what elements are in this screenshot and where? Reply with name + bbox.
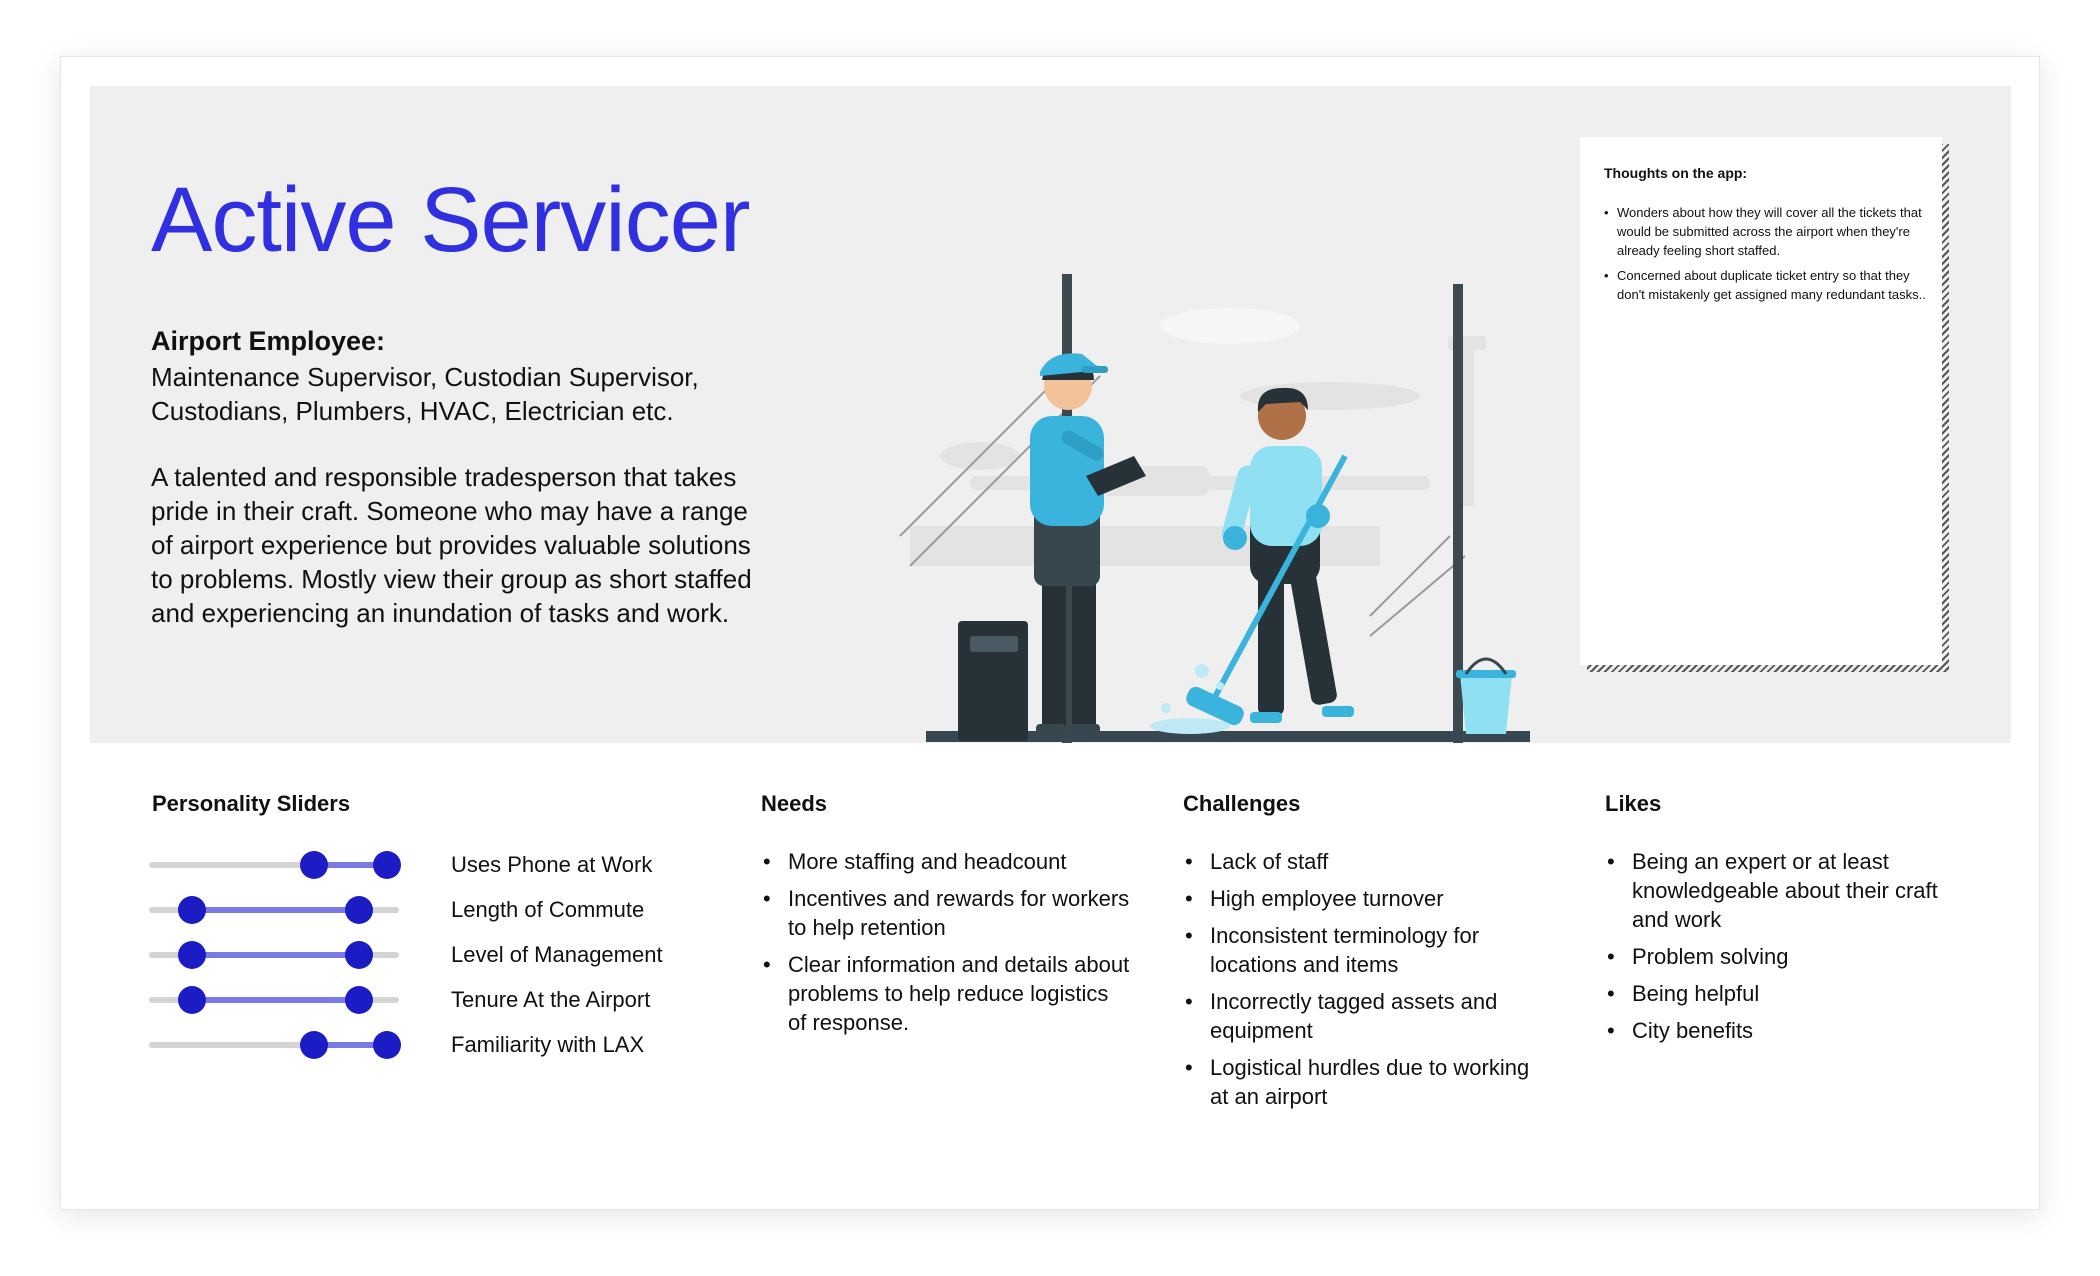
list-item: • Inconsistent terminology for locations and items [1183, 921, 1553, 979]
slider-label: Length of Commute [451, 897, 645, 922]
thoughts-list [1604, 203, 1930, 310]
needs-title: Needs [761, 791, 828, 816]
likes-list [1605, 847, 1975, 1053]
slider-low-handle[interactable] [178, 896, 206, 924]
list-item: • Lack of staff [1183, 847, 1553, 876]
slider-track-3[interactable] [149, 984, 399, 1016]
thoughts-note [1580, 137, 1942, 665]
slider-high-handle[interactable] [373, 1031, 401, 1059]
slider-label: Uses Phone at Work [451, 852, 653, 877]
slider-label: Tenure At the Airport [451, 987, 651, 1012]
thought-item: • Concerned about duplicate ticket entry so that they don't mistakenly get assigned many redundant tasks.. [1604, 266, 1930, 304]
thought-item: • Wonders about how they will cover all the tickets that would be submitted across the airport when they're already feeling short staffed. [1604, 203, 1930, 260]
role-text: Maintenance Supervisor, Custodian Supervisor, Custodians, Plumbers, HVAC, Electrician etc. [151, 362, 699, 426]
hero-panel [90, 86, 2011, 743]
challenges-list [1183, 847, 1553, 1119]
list-item: • Incorrectly tagged assets and equipment [1183, 987, 1553, 1045]
cleaning-illustration [810, 166, 1530, 743]
list-item: • City benefits [1605, 1016, 1975, 1045]
slider-high-handle[interactable] [345, 941, 373, 969]
persona-description: A talented and responsible tradesperson that takes pride in their craft. Someone who may have a range of airport experience but provides valuable solutions to problems. Mostly view their group as short staffed and experiencing an inundation of tasks and work. [151, 462, 752, 628]
list-item: • Being helpful [1605, 979, 1975, 1008]
slider-low-handle[interactable] [178, 986, 206, 1014]
slider-track-2[interactable] [149, 939, 399, 971]
slider-track-1[interactable] [149, 894, 399, 926]
challenges-title: Challenges [1183, 791, 1301, 816]
list-item: • Being an expert or at least knowledgeable about their craft and work [1605, 847, 1975, 934]
slider-low-handle[interactable] [178, 941, 206, 969]
bucket-icon [1456, 659, 1516, 734]
slider-low-handle[interactable] [300, 851, 328, 879]
list-item: • Clear information and details about problems to help reduce logistics of response. [761, 950, 1131, 1037]
slider-low-handle[interactable] [300, 1031, 328, 1059]
slider-track-4[interactable] [149, 1029, 399, 1061]
persona-card [60, 56, 2040, 1210]
trash-bin-icon [958, 621, 1028, 741]
slider-range-fill [192, 997, 360, 1003]
persona-title: Active Servicer [151, 169, 750, 271]
slider-label: Familiarity with LAX [451, 1032, 645, 1057]
role-label: Airport Employee: [151, 326, 386, 356]
personality-sliders-title: Personality Sliders [152, 791, 351, 816]
slider-high-handle[interactable] [345, 986, 373, 1014]
list-item: • Logistical hurdles due to working at an airport [1183, 1053, 1553, 1111]
thoughts-title: Thoughts on the app: [1604, 165, 1748, 181]
likes-title: Likes [1605, 791, 1662, 816]
list-item: • Incentives and rewards for workers to help retention [761, 884, 1131, 942]
slider-range-fill [192, 952, 360, 958]
slider-high-handle[interactable] [345, 896, 373, 924]
slider-track-0[interactable] [149, 849, 399, 881]
list-item: • High employee turnover [1183, 884, 1553, 913]
list-item: • More staffing and headcount [761, 847, 1131, 876]
needs-list [761, 847, 1131, 1045]
background-scenery [910, 308, 1486, 566]
slider-range-fill [192, 907, 360, 913]
slider-high-handle[interactable] [373, 851, 401, 879]
slider-label: Level of Management [451, 942, 663, 967]
list-item: • Problem solving [1605, 942, 1975, 971]
